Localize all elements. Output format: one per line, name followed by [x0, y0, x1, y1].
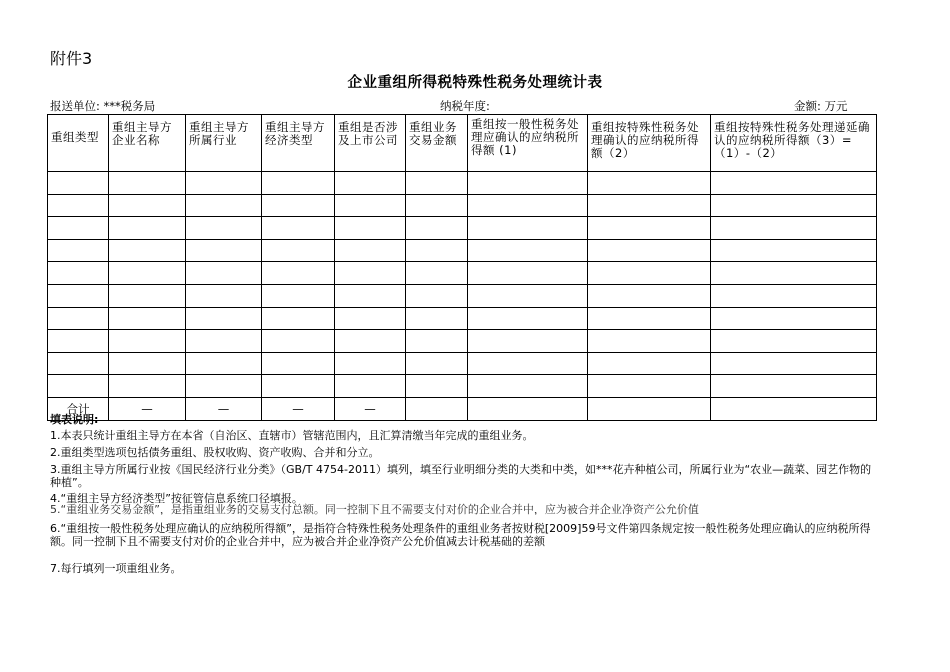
table-cell[interactable] — [711, 262, 877, 285]
table-cell[interactable] — [186, 239, 262, 262]
table-cell[interactable] — [588, 352, 711, 375]
note-item: 2.重组类型选项包括债务重组、股权收购、资产收购、合并和分立。 — [50, 446, 380, 459]
table-cell[interactable] — [468, 239, 588, 262]
table-cell[interactable] — [186, 284, 262, 307]
table-cell[interactable] — [186, 172, 262, 195]
table-cell[interactable] — [711, 375, 877, 398]
table-cell[interactable] — [468, 352, 588, 375]
table-cell[interactable] — [48, 375, 109, 398]
header-cell: 重组主导方企业名称 — [109, 115, 186, 172]
header-cell: 重组类型 — [48, 115, 109, 172]
table-cell[interactable] — [711, 194, 877, 217]
header-cell: 重组按特殊性税务处理递延确认的应纳税所得额（3）=（1）-（2） — [711, 115, 877, 172]
table-row — [48, 375, 877, 398]
table-cell[interactable] — [711, 330, 877, 353]
table-cell[interactable] — [335, 330, 406, 353]
table-cell[interactable] — [48, 194, 109, 217]
table-cell[interactable] — [48, 239, 109, 262]
header-cell: 重组按特殊性税务处理确认的应纳税所得额（2） — [588, 115, 711, 172]
table-cell[interactable] — [711, 217, 877, 240]
header-row — [48, 115, 877, 172]
table-cell[interactable] — [186, 375, 262, 398]
table-cell[interactable] — [48, 330, 109, 353]
note-item: 5.“重组业务交易金额”，是指重组业务的交易支付总额。同一控制下且不需要支付对价的企业合并中，应为被合并企业净资产公允价值 — [50, 503, 699, 515]
table-row — [48, 330, 877, 353]
table-cell[interactable] — [48, 307, 109, 330]
table-cell[interactable] — [109, 330, 186, 353]
table-cell[interactable] — [335, 194, 406, 217]
table-cell[interactable] — [109, 172, 186, 195]
table-cell[interactable] — [406, 307, 468, 330]
table-cell[interactable] — [468, 194, 588, 217]
table-cell[interactable] — [186, 307, 262, 330]
table-cell[interactable] — [406, 284, 468, 307]
note-item: 6.“重组按一般性税务处理应确认的应纳税所得额”，是指符合特殊性税务处理条件的重组业务者按财税[2009]59号文件第四条规定按一般性税务处理应确认的应纳税所得额。同一控制下且不需要支付对价的企业合并中，应为被合并企业净资产公允价值减去计税基础的差额 — [50, 522, 871, 548]
header-cell: 重组按一般性税务处理应确认的应纳税所得额 (1) — [468, 115, 588, 172]
table-cell[interactable] — [262, 307, 335, 330]
table-cell[interactable] — [262, 262, 335, 285]
filling-instructions — [50, 413, 880, 575]
table-cell[interactable] — [109, 375, 186, 398]
table-cell[interactable] — [468, 330, 588, 353]
table-cell[interactable] — [406, 352, 468, 375]
table-cell[interactable] — [109, 352, 186, 375]
table-cell[interactable] — [262, 375, 335, 398]
table-cell[interactable] — [186, 330, 262, 353]
table-cell[interactable] — [406, 172, 468, 195]
table-row — [48, 307, 877, 330]
table-cell[interactable] — [335, 217, 406, 240]
table-cell[interactable] — [468, 172, 588, 195]
header-cell: 重组主导方经济类型 — [262, 115, 335, 172]
table-row — [48, 284, 877, 307]
table-cell[interactable] — [109, 284, 186, 307]
table-cell[interactable] — [711, 239, 877, 262]
note-item: 1.本表只统计重组主导方在本省（自治区、直辖市）管辖范围内，且汇算清缴当年完成的重组业务。 — [50, 429, 534, 442]
table-cell[interactable] — [468, 307, 588, 330]
note-item: 3.重组主导方所属行业按《国民经济行业分类》（GB/T 4754-2011）填列，填至行业明细分类的大类和中类，如***花卉种植公司，所属行业为“农业—蔬菜、园艺作物的种植”。 — [50, 463, 872, 489]
table-cell[interactable] — [406, 375, 468, 398]
table-cell[interactable] — [711, 352, 877, 375]
table-cell[interactable] — [262, 330, 335, 353]
table-cell[interactable] — [406, 330, 468, 353]
table-cell[interactable] — [711, 307, 877, 330]
table-cell[interactable] — [406, 262, 468, 285]
total-cell: — — [262, 397, 335, 420]
table-cell[interactable] — [262, 352, 335, 375]
document-title: 企业重组所得税特殊性税务处理统计表 — [347, 75, 603, 91]
table-cell[interactable] — [711, 172, 877, 195]
table-cell[interactable] — [186, 194, 262, 217]
table-cell[interactable] — [109, 307, 186, 330]
notes-heading: 填表说明: — [50, 413, 99, 426]
table-cell[interactable] — [588, 172, 711, 195]
table-cell[interactable] — [468, 217, 588, 240]
table-cell[interactable] — [588, 217, 711, 240]
attachment-label: 附件3 — [50, 49, 93, 68]
note-item: 4.“重组主导方经济类型”按征管信息系统口径填报。 — [50, 492, 303, 505]
amount-unit: 金额: 万元 — [794, 99, 848, 113]
tax-year: 纳税年度: — [440, 99, 490, 113]
table-row — [48, 194, 877, 217]
table-cell[interactable] — [48, 262, 109, 285]
header-cell: 重组是否涉及上市公司 — [335, 115, 406, 172]
total-cell: — — [109, 397, 186, 420]
table-cell[interactable] — [109, 217, 186, 240]
table-cell[interactable] — [335, 239, 406, 262]
table-cell[interactable] — [588, 375, 711, 398]
table-cell[interactable] — [109, 194, 186, 217]
table-cell[interactable] — [335, 307, 406, 330]
table-cell[interactable] — [48, 172, 109, 195]
table-row — [48, 217, 877, 240]
table-cell[interactable] — [335, 352, 406, 375]
table-cell[interactable] — [335, 375, 406, 398]
table-cell[interactable] — [109, 239, 186, 262]
table-cell[interactable] — [48, 217, 109, 240]
table-cell[interactable] — [262, 172, 335, 195]
total-cell: — — [335, 397, 406, 420]
table-cell[interactable] — [406, 217, 468, 240]
table-cell[interactable] — [588, 284, 711, 307]
table-cell[interactable] — [468, 284, 588, 307]
table-row — [48, 172, 877, 195]
table-cell[interactable] — [588, 262, 711, 285]
table-cell[interactable] — [186, 217, 262, 240]
table-cell[interactable] — [468, 375, 588, 398]
note-item: 7.每行填列一项重组业务。 — [50, 562, 182, 575]
table-cell[interactable] — [711, 284, 877, 307]
table-cell[interactable] — [406, 239, 468, 262]
table-cell[interactable] — [262, 217, 335, 240]
table-cell[interactable] — [262, 194, 335, 217]
table-row — [48, 262, 877, 285]
table-cell[interactable] — [468, 262, 588, 285]
table-cell[interactable] — [588, 194, 711, 217]
total-cell: — — [186, 397, 262, 420]
header-cell: 重组主导方所属行业 — [186, 115, 262, 172]
statistics-table — [47, 114, 877, 421]
table-cell[interactable] — [109, 262, 186, 285]
table-cell[interactable] — [48, 284, 109, 307]
table-cell[interactable] — [335, 284, 406, 307]
table-row — [48, 239, 877, 262]
table-cell[interactable] — [335, 262, 406, 285]
table-cell[interactable] — [48, 352, 109, 375]
table-cell[interactable] — [262, 284, 335, 307]
table-cell[interactable] — [406, 194, 468, 217]
total-cell: 合计 — [48, 397, 109, 420]
table-cell[interactable] — [262, 239, 335, 262]
table-cell[interactable] — [588, 239, 711, 262]
table-cell[interactable] — [588, 330, 711, 353]
table-row — [48, 352, 877, 375]
header-cell: 重组业务交易金额 — [406, 115, 468, 172]
reporting-unit: 报送单位: ***税务局 — [50, 99, 156, 113]
table-cell[interactable] — [335, 172, 406, 195]
table-cell[interactable] — [186, 352, 262, 375]
table-cell[interactable] — [186, 262, 262, 285]
table-cell[interactable] — [588, 307, 711, 330]
